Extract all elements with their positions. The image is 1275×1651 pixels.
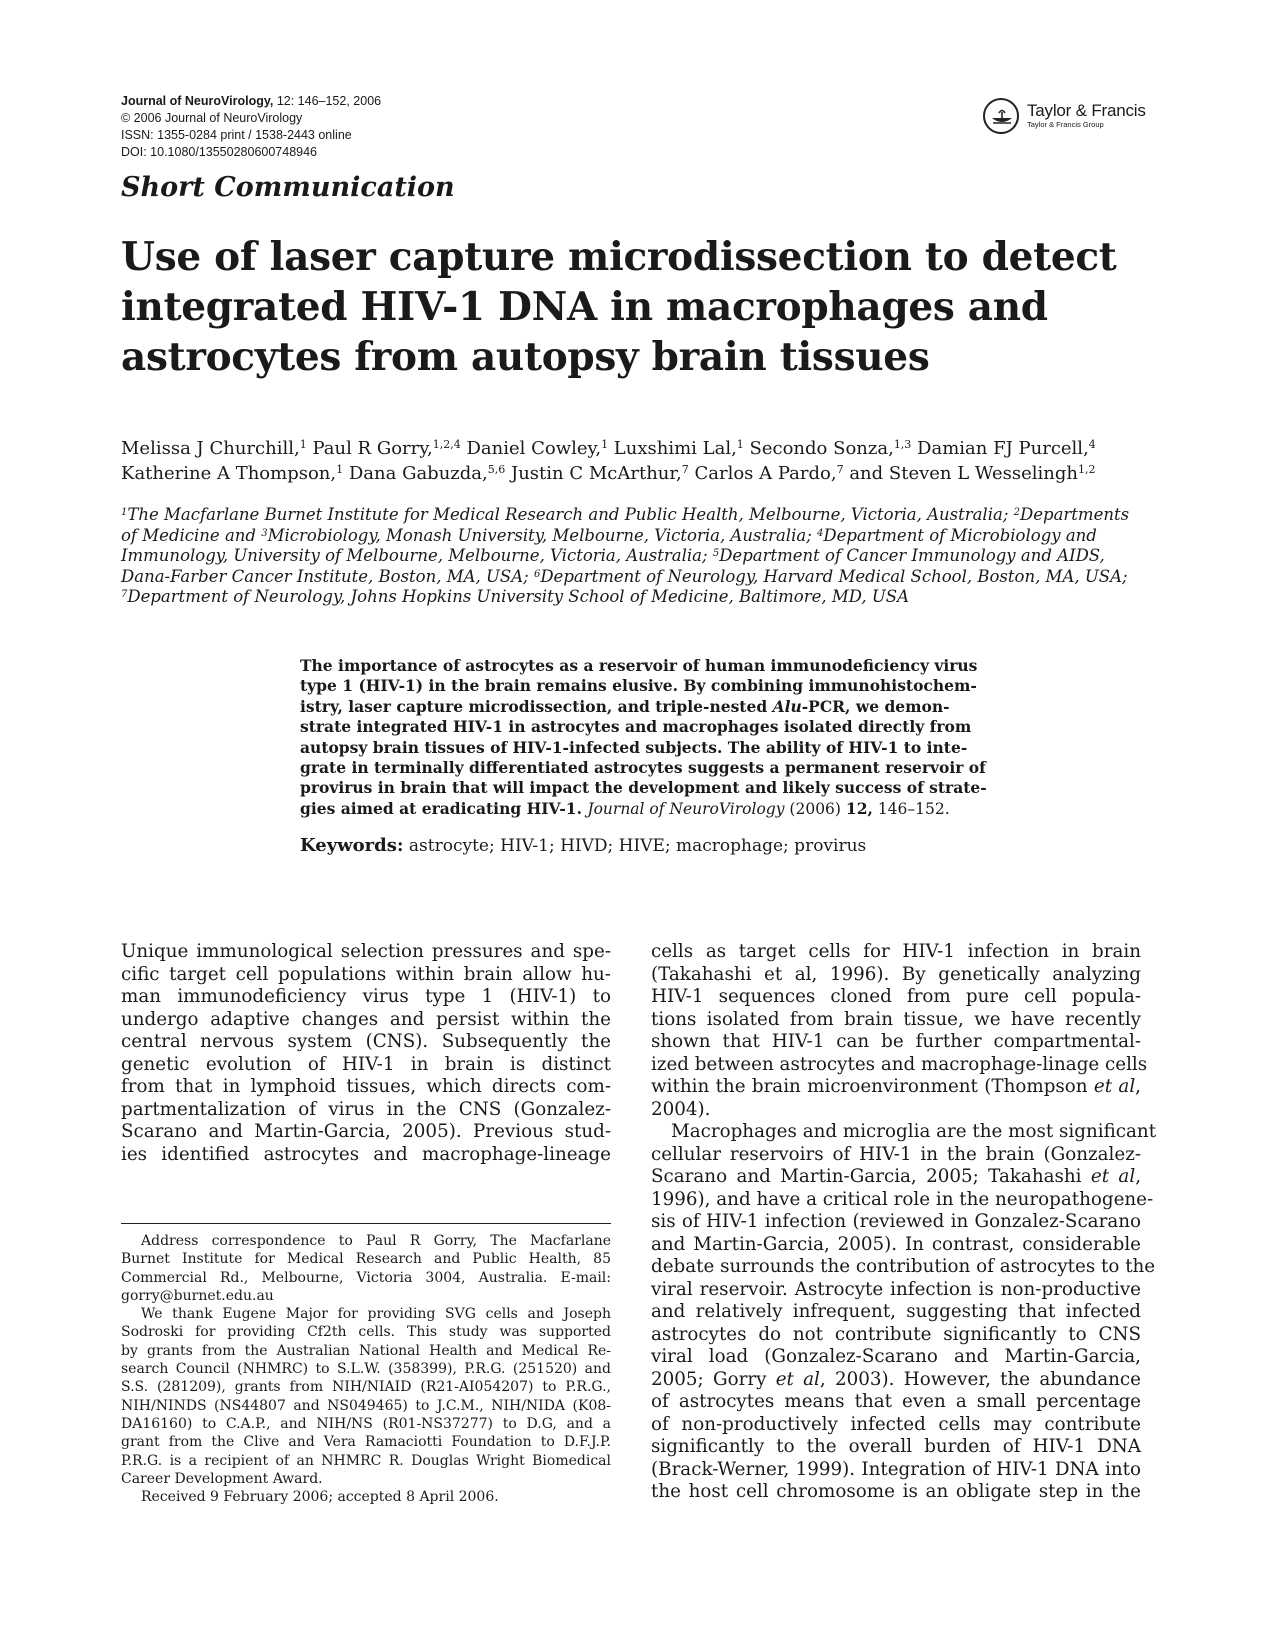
footnote-divider (121, 1223, 611, 1224)
body-line: partmentalization of virus in the CNS (Gonzalez- (121, 1098, 611, 1120)
author: Daniel Cowley,$^1$ (466, 438, 609, 459)
journal-name: Journal of NeuroVirology, (121, 94, 274, 108)
body-line: undergo adaptive changes and persist within the (121, 1008, 611, 1030)
volume-pages: 12: 146–152, 2006 (276, 94, 382, 108)
body-line: viral load (Gonzalez-Scarano and Martin-Garcia, (651, 1346, 1141, 1367)
body-line: of astrocytes means that even a small percentage (651, 1391, 1141, 1412)
body-line: tions isolated from brain tissue, we have recently (651, 1008, 1141, 1030)
footnote-line: search Council (NHMRC) to S.L.W. (358399), P.R.G. (251520) and (121, 1361, 611, 1378)
article-title: Use of laser capture microdissection to detect integrated HIV-1 DNA in macrophages and astrocytes from autopsy brain tissues (121, 234, 1117, 380)
body-line: genetic evolution of HIV-1 in brain is distinct (121, 1053, 611, 1075)
body-line: significantly to the overall burden of HIV-1 DNA (651, 1436, 1141, 1457)
body-column-right (651, 941, 1157, 1504)
body-line: Macrophages and microglia are the most significant (671, 1121, 1157, 1142)
body-line: (Brack-Werner, 1999). Integration of HIV-1 DNA into (651, 1458, 1141, 1480)
footnote-line: Career Development Award. (121, 1470, 323, 1487)
abstract-line: The importance of astrocytes as a reservoir of human immunodeficiency virus (300, 656, 978, 675)
body-line: within the brain microenvironment (Thompson et al, (651, 1076, 1141, 1097)
body-line: astrocytes do not contribute significantly to CNS (651, 1323, 1141, 1345)
issn-line: ISSN: 1355-0284 print / 1538-2443 online (121, 128, 352, 142)
footnote-line: We thank Eugene Major for providing SVG cells and Joseph (141, 1306, 611, 1323)
body-line: HIV-1 sequences cloned from pure cell popula- (651, 986, 1141, 1007)
affiliations (121, 505, 1166, 608)
section-label: Short Communication (121, 172, 455, 203)
author: Dana Gabuzda,$^{5,6}$ (348, 463, 506, 484)
body-line: ized between astrocytes and macrophage-linage cells (651, 1053, 1148, 1075)
body-line: of non-productively infected cells may contribute (651, 1413, 1141, 1435)
journal-masthead (121, 93, 381, 161)
footnote-line: Burnet Institute for Medical Research and Public Health, 85 (121, 1251, 611, 1268)
body-column-left (121, 941, 611, 1166)
abstract-line: autopsy brain tissues of HIV-1-infected subjects. The ability of HIV-1 to inte- (300, 737, 968, 757)
affiliation-line: Dana-Farber Cancer Institute, Boston, MA, USA; $^6$Department of Neurology, Harvard Medical School, Boston, MA, USA; (121, 566, 1128, 586)
email-link[interactable]: gorry@burnet.edu.au (121, 1287, 274, 1304)
body-line: shown that HIV-1 can be further compartmental- (651, 1031, 1141, 1052)
affiliation-line: of Medicine and $^3$Microbiology, Monash University, Melbourne, Victoria, Australia; $^4$Department of Microbiology and (121, 525, 1097, 545)
body-line: viral reservoir. Astrocyte infection is non-productive (651, 1278, 1141, 1300)
publisher-logo (983, 98, 1153, 138)
footnote-line: DA16160) to C.A.P., and NIH/NS (R01-NS37277) to D.G, and a (121, 1415, 611, 1432)
author-list (121, 436, 1161, 486)
body-line: cellular reservoirs of HIV-1 in the brain (Gonzalez- (651, 1143, 1141, 1165)
body-line: and relatively infrequent, suggesting that infected (651, 1301, 1141, 1322)
author: Luxshimi Lal,$^1$ (613, 438, 744, 459)
abstract-line: istry, laser capture microdissection, and triple-nested Alu-PCR, we demon- (300, 696, 950, 716)
body-line: sis of HIV-1 infection (reviewed in Gonzalez-Scarano (651, 1211, 1141, 1232)
body-line: Unique immunological selection pressures and spe- (121, 941, 611, 962)
body-line: man immunodeficiency virus type 1 (HIV-1) to (121, 986, 611, 1007)
body-line: cific target cell populations within brain allow hu- (121, 963, 611, 985)
author: Justin C McArthur,$^7$ (511, 463, 689, 484)
body-line: Scarano and Martin-Garcia, 2005). Previous stud- (121, 1121, 611, 1142)
body-line: cells as target cells for HIV-1 infection in brain (651, 941, 1141, 962)
author: Katherine A Thompson,$^1$ (121, 463, 344, 484)
author: Melissa J Churchill,$^1$ (121, 438, 307, 459)
body-line: the host cell chromosome is an obligate step in the (651, 1481, 1141, 1502)
footnote-line: NIH/NINDS (NS44807 and NS049465) to J.C.M., NIH/NIDA (K08- (121, 1397, 611, 1414)
footnotes (121, 1232, 611, 1506)
abstract-line: strate integrated HIV-1 in astrocytes and macrophages isolated directly from (300, 717, 972, 737)
footnote-line: grant from the Clive and Vera Ramaciotti Foundation to D.F.J.P. (121, 1434, 611, 1451)
footnote-line: Address correspondence to Paul R Gorry, The Macfarlane (141, 1233, 611, 1249)
footnote-line: Sodroski for providing Cf2th cells. This study was supported (121, 1324, 611, 1341)
publisher-group: Taylor & Francis Group (1027, 120, 1104, 129)
doi-link[interactable]: DOI: 10.1080/13550280600748946 (121, 145, 318, 159)
body-line: and Martin-Garcia, 2005). In contrast, considerable (651, 1233, 1141, 1255)
body-line: (Takahashi et al, 1996). By genetically analyzing (651, 963, 1141, 985)
body-line: Scarano and Martin-Garcia, 2005; Takahashi et al, (651, 1166, 1141, 1187)
affiliation-line: $^1$The Macfarlane Burnet Institute for Medical Research and Public Health, Melbourne, Victoria, Australia; $^2$Departments (121, 505, 1130, 524)
lamp-icon (983, 98, 1019, 134)
body-line: debate surrounds the contribution of astrocytes to the (651, 1256, 1156, 1277)
author: and Steven L Wesselingh$^{1,2}$ (849, 463, 1096, 484)
publisher-name: Taylor & Francis (1027, 101, 1146, 120)
copyright-line: © 2006 Journal of NeuroVirology (121, 111, 303, 125)
footnote-line: by grants from the Australian National Health and Medical Re- (121, 1342, 611, 1359)
abstract (300, 656, 987, 819)
abstract-line: grate in terminally differentiated astrocytes suggests a permanent reservoir of (300, 758, 986, 778)
body-line: 2005; Gorry et al, 2003). However, the abundance (651, 1368, 1141, 1390)
keywords (300, 835, 866, 856)
abstract-citation: Journal of NeuroVirology (2006) 12, 146–152. (587, 798, 950, 818)
footnote-line: Commercial Rd., Melbourne, Victoria 3004, Australia. E-mail: (121, 1269, 611, 1286)
body-line: from that in lymphoid tissues, which directs com- (121, 1076, 611, 1097)
affiliation-line: $^7$Department of Neurology, Johns Hopkins University School of Medicine, Baltimore, MD, USA (121, 587, 910, 607)
body-line: central nervous system (CNS). Subsequently the (121, 1031, 611, 1052)
author: Damian FJ Purcell,$^4$ (917, 438, 1096, 459)
body-line: 2004). (651, 1098, 711, 1120)
affiliation-line: Immunology, University of Melbourne, Melbourne, Victoria, Australia; $^5$Department of Cancer Immunology and AIDS, (121, 546, 1105, 566)
author: Secondo Sonza,$^{1,3}$ (749, 438, 912, 459)
keywords-text: astrocyte; HIV-1; HIVD; HIVE; macrophage; provirus (408, 836, 867, 856)
footnote-line: S.S. (281209), grants from NIH/NIAID (R21-AI054207) to P.R.G., (121, 1379, 611, 1396)
abstract-line: provirus in brain that will impact the development and likely success of strate- (300, 778, 987, 798)
author: Paul R Gorry,$^{1,2,4}$ (312, 438, 461, 459)
body-line: 1996), and have a critical role in the neuropathogene- (651, 1188, 1154, 1210)
author: Carlos A Pardo,$^7$ (694, 463, 844, 484)
footnote-line: P.R.G. is a recipient of an NHMRC R. Douglas Wright Biomedical (121, 1452, 611, 1469)
body-line: ies identified astrocytes and macrophage-lineage (121, 1143, 611, 1165)
abstract-line: type 1 (HIV-1) in the brain remains elusive. By combining immunohistochem- (300, 676, 977, 696)
received-dates: Received 9 February 2006; accepted 8 April 2006. (141, 1489, 499, 1506)
keywords-label: Keywords: (300, 835, 404, 856)
abstract-line: gies aimed at eradicating HIV-1. Journal of NeuroVirology (2006) 12, 146–152. (300, 798, 950, 818)
